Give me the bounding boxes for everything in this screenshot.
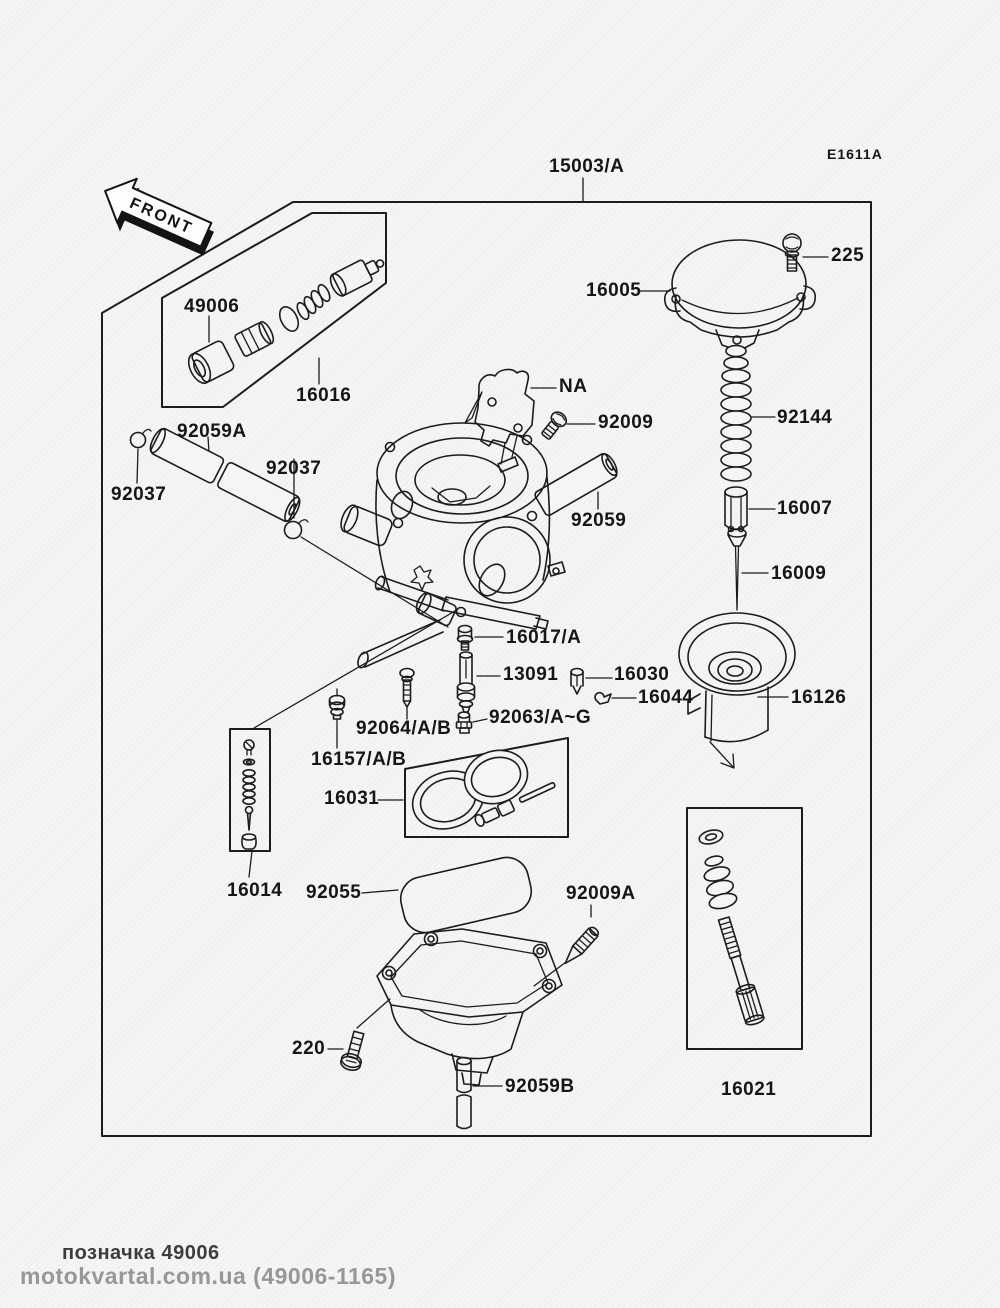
screw-92064 <box>400 669 414 708</box>
part-label-92144: 92144 <box>777 407 833 428</box>
pilot-jet-16157 <box>330 696 345 720</box>
part-label-92059A: 92059A <box>177 421 247 442</box>
part-label-92063AG: 92063/A~G <box>489 707 592 728</box>
fuel-hose-drawings <box>131 426 621 627</box>
clamp-92037-mid <box>285 522 302 539</box>
part-label-16016: 16016 <box>296 385 352 406</box>
throttle-valve-drawing <box>405 742 555 837</box>
footer-note: позначка 49006 <box>62 1242 220 1264</box>
clip-16044 <box>595 693 611 704</box>
assembly-direction-arrow <box>710 742 734 768</box>
part-label-92059: 92059 <box>571 510 627 531</box>
screw-225 <box>783 234 801 271</box>
valve-16030 <box>571 669 583 695</box>
clamp-92037-left <box>131 433 146 448</box>
footer-watermark: motokvartal.com.ua (49006-1165) <box>20 1263 397 1289</box>
part-label-92009A: 92009A <box>566 883 636 904</box>
part-label-16007: 16007 <box>777 498 833 519</box>
part-label-220: 220 <box>292 1038 326 1059</box>
needle-holder-drawing <box>725 487 775 532</box>
adjuster-screw-drawing <box>715 916 765 1027</box>
part-label-16031: 16031 <box>324 788 380 809</box>
throttle-valve-kit-box <box>378 738 568 838</box>
part-label-16014: 16014 <box>227 880 283 901</box>
screw-92009 <box>539 409 569 441</box>
part-label-16009: 16009 <box>771 563 827 584</box>
gasket-drawing <box>362 853 536 937</box>
view-direction-arrow <box>465 392 482 423</box>
part-label-92037-mid: 92037 <box>266 458 322 479</box>
part-label-92055: 92055 <box>306 882 362 903</box>
jet-needle-drawing <box>728 529 768 610</box>
part-label-16157AB: 16157/A/B <box>311 749 407 770</box>
idle-adjuster-kit-box <box>687 808 802 1049</box>
part-label-16126: 16126 <box>791 687 847 708</box>
jet-16017 <box>458 626 473 651</box>
part-label-16044: 16044 <box>638 687 694 708</box>
main-jet-92063 <box>457 712 472 733</box>
overflow-tube-92059b <box>457 1058 471 1129</box>
top-cap-drawing <box>640 234 828 351</box>
slide-spring-drawing <box>721 346 775 482</box>
part-label-16005: 16005 <box>586 280 642 301</box>
hose-92059 <box>534 451 621 517</box>
drain-screw-92009a <box>561 925 601 967</box>
part-label-NA: NA <box>559 376 588 397</box>
screw-220 <box>339 1030 368 1072</box>
needle-valve-assembly-drawing <box>184 251 388 386</box>
vacuum-piston-drawing <box>679 613 795 768</box>
part-label-16017A: 16017/A <box>506 627 582 648</box>
part-label-16030: 16030 <box>614 664 670 685</box>
part-label-225: 225 <box>831 245 865 266</box>
needle-jet-13091 <box>458 652 475 712</box>
part-label-92009: 92009 <box>598 412 654 433</box>
part-label-92059B: 92059B <box>505 1076 575 1097</box>
drawing-code-label: E1611A <box>827 146 883 162</box>
part-label-15003A: 15003/A <box>549 156 625 177</box>
part-label-92037-left: 92037 <box>111 484 167 505</box>
part-label-92064AB: 92064/A/B <box>356 718 452 739</box>
part-label-49006: 49006 <box>184 296 240 317</box>
part-label-16021: 16021 <box>721 1079 777 1100</box>
part-label-13091: 13091 <box>503 664 559 685</box>
front-badge-text: FRONT <box>127 195 196 239</box>
front-arrow-badge <box>93 169 221 266</box>
